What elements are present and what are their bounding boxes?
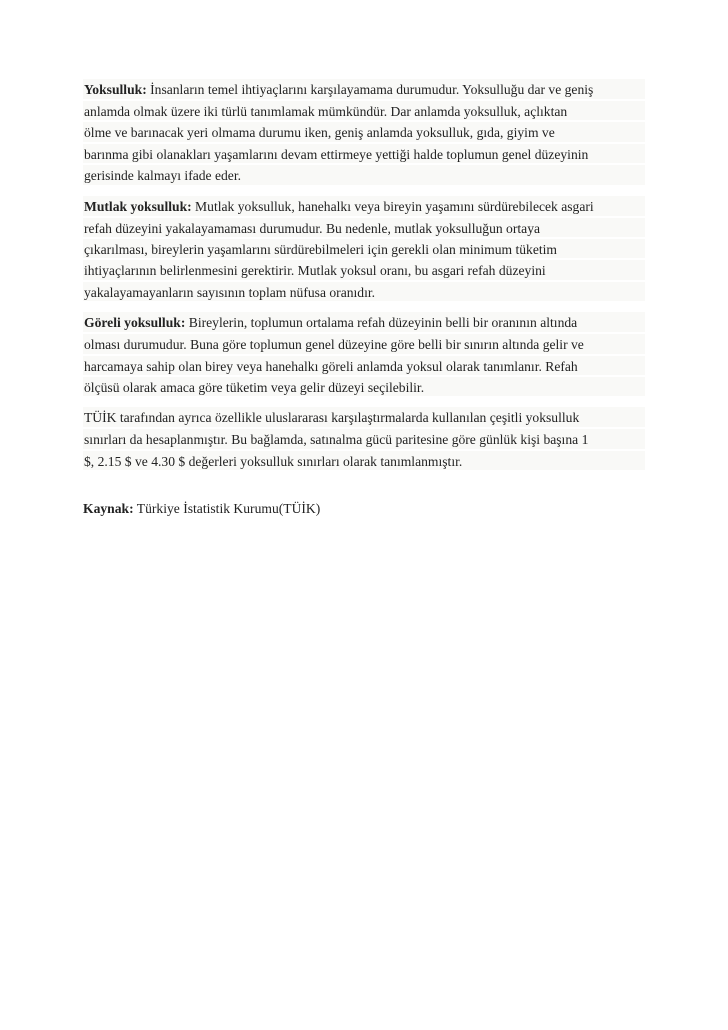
line-text: İnsanların temel ihtiyaçlarını karşılayamama durumudur. Yoksulluğu dar ve geniş xyxy=(146,82,594,97)
paragraph-line: ölme ve barınacak yeri olmama durumu iken, geniş anlamda yoksulluk, gıda, giyim ve xyxy=(83,122,645,143)
definition-poverty xyxy=(83,79,645,187)
source-label: Kaynak: xyxy=(83,501,134,517)
paragraph-line: ihtiyaçlarının belirlenmesini gerektirir. Mutlak yoksul oranı, bu asgari refah düzeyini xyxy=(83,260,645,281)
line-text: Mutlak yoksulluk, hanehalkı veya bireyin yaşamını sürdürebilecek asgari xyxy=(191,198,594,214)
paragraph-line: TÜİK tarafından ayrıca özellikle uluslararası karşılaştırmalarda kullanılan çeşitli yoksulluk xyxy=(83,407,645,429)
document-body xyxy=(83,79,645,519)
paragraph-line: $, 2.15 $ ve 4.30 $ değerleri yoksulluk sınırları olarak tanımlanmıştır. xyxy=(83,451,645,472)
definition-absolute-poverty xyxy=(83,196,645,304)
source-citation xyxy=(83,498,645,519)
paragraph-line: refah düzeyini yakalayamaması durumudur. Bu nedenle, mutlak yoksulluğun ortaya xyxy=(83,218,645,239)
source-text: Türkiye İstatistik Kurumu(TÜİK) xyxy=(133,501,321,517)
paragraph-line: yakalayamayanların sayısının toplam nüfusa oranıdır. xyxy=(83,282,645,303)
term-label: Mutlak yoksulluk: xyxy=(84,198,192,214)
paragraph-line: anlamda olmak üzere iki türlü tanımlamak mümkündür. Dar anlamda yoksulluk, açlıktan xyxy=(83,101,645,122)
paragraph-line xyxy=(83,79,645,101)
definition-relative-poverty xyxy=(83,312,645,398)
paragraph-line: sınırları da hesaplanmıştır. Bu bağlamda, satınalma gücü paritesine göre günlük kişi başına 1 xyxy=(83,429,645,450)
paragraph-line xyxy=(83,312,645,334)
paragraph-line: olması durumudur. Buna göre toplumun genel düzeyine göre belli bir sınırın altında gelir ve xyxy=(83,334,645,355)
paragraph-line: çıkarılması, bireylerin yaşamlarını sürdürebilmeleri için gerekli olan minimum tüketim xyxy=(83,239,645,260)
paragraph-line: ölçüsü olarak amaca göre tüketim veya gelir düzeyi seçilebilir. xyxy=(83,377,645,398)
term-label: Yoksulluk: xyxy=(84,82,147,97)
paragraph-line: barınma gibi olanakları yaşamlarını devam ettirmeye yettiği halde toplumun genel düzeyinin xyxy=(83,144,645,165)
paragraph-line xyxy=(83,196,645,218)
paragraph-line: gerisinde kalmayı ifade eder. xyxy=(83,165,645,186)
line-text: Bireylerin, toplumun ortalama refah düzeyinin belli bir oranının altında xyxy=(185,315,578,331)
tuik-thresholds-paragraph xyxy=(83,407,645,472)
paragraph-line: harcamaya sahip olan birey veya hanehalkı göreli anlamda yoksul olarak tanımlanır. Refah xyxy=(83,356,645,377)
term-label: Göreli yoksulluk: xyxy=(84,315,186,331)
